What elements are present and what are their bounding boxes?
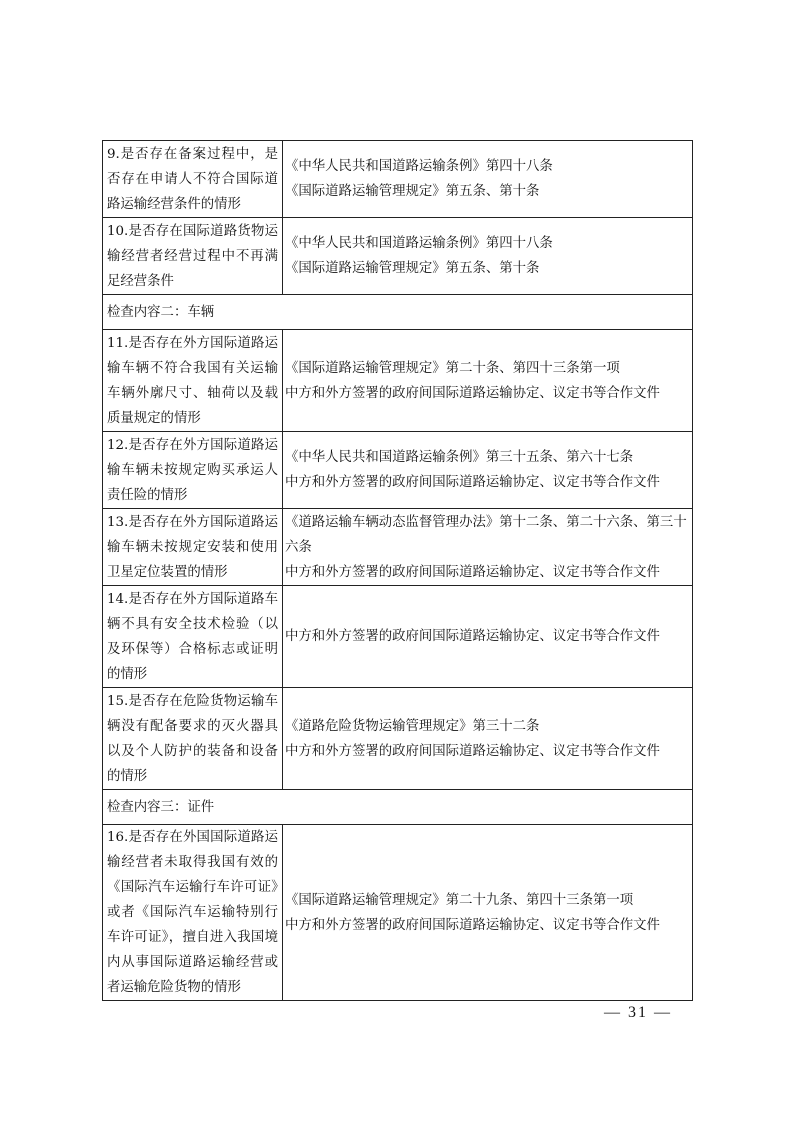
- check-item: 14.是否存在外方国际道路车辆不具有安全技术检验（以及环保等）合格标志或证明的情形: [103, 586, 283, 688]
- legal-basis: [283, 330, 693, 432]
- legal-basis: [283, 141, 693, 218]
- table-row: [103, 586, 693, 688]
- basis-line: 《中华人民共和国道路运输条例》第四十八条: [285, 236, 553, 251]
- basis-line: 《国际道路运输管理规定》第二十条、第四十三条第一项: [285, 360, 620, 376]
- table-row: [103, 688, 693, 790]
- basis-line: 中方和外方签署的政府间国际道路运输协定、议定书等合作文件: [285, 743, 660, 759]
- basis-line: 《国际道路运输管理规定》第五条、第十条: [285, 184, 540, 199]
- check-item: 11.是否存在外方国际道路运输车辆不符合我国有关运输车辆外廓尺寸、轴荷以及载质量规定的情形: [103, 330, 283, 432]
- table-row: [103, 218, 693, 295]
- basis-line: 《道路运输车辆动态监督管理办法》第十二条、第二十六条、第三十六条: [285, 514, 687, 555]
- legal-basis: [283, 218, 693, 295]
- basis-line: 中方和外方签署的政府间国际道路运输协定、议定书等合作文件: [285, 629, 660, 644]
- table-row: [103, 330, 693, 432]
- basis-line: 《国际道路运输管理规定》第二十九条、第四十三条第一项: [285, 892, 634, 908]
- table-row: [103, 509, 693, 586]
- section-row: [103, 790, 693, 825]
- section-heading: 检查内容二：车辆: [103, 295, 693, 330]
- legal-basis: [283, 586, 693, 688]
- section-row: [103, 295, 693, 330]
- legal-basis: [283, 432, 693, 509]
- table-row: [103, 141, 693, 218]
- legal-basis: [283, 688, 693, 790]
- table-row: [103, 432, 693, 509]
- check-item: 16.是否存在外国国际道路运输经营者未取得我国有效的《国际汽车运输行车许可证》或者《国际汽车运输特别行车许可证》，擅自进入我国境内从事国际道路运输经营或者运输危险货物的情形: [103, 825, 283, 1001]
- basis-line: 《国际道路运输管理规定》第五条、第十条: [285, 261, 540, 276]
- check-item: 10.是否存在国际道路货物运输经营者经营过程中不再满足经营条件: [103, 218, 283, 295]
- check-item: 13.是否存在外方国际道路运输车辆未按规定安装和使用卫星定位装置的情形: [103, 509, 283, 586]
- basis-line: 中方和外方签署的政府间国际道路运输协定、议定书等合作文件: [285, 475, 660, 490]
- check-item: 9.是否存在备案过程中，是否存在申请人不符合国际道路运输经营条件的情形: [103, 141, 283, 218]
- inspection-checklist-table: [102, 140, 693, 1001]
- check-item: 15.是否存在危险货物运输车辆没有配备要求的灭火器具以及个人防护的装备和设备的情形: [103, 688, 283, 790]
- basis-line: 中方和外方签署的政府间国际道路运输协定、议定书等合作文件: [285, 385, 660, 401]
- legal-basis: [283, 509, 693, 586]
- section-heading: 检查内容三：证件: [103, 790, 693, 825]
- basis-line: 中方和外方签署的政府间国际道路运输协定、议定书等合作文件: [285, 917, 660, 933]
- page-number: — 31 —: [604, 1004, 672, 1021]
- check-item: 12.是否存在外方国际道路运输车辆未按规定购买承运人责任险的情形: [103, 432, 283, 509]
- basis-line: 《道路危险货物运输管理规定》第三十二条: [285, 718, 540, 734]
- basis-line: 《中华人民共和国道路运输条例》第四十八条: [285, 159, 553, 174]
- legal-basis: [283, 825, 693, 1001]
- table-row: [103, 825, 693, 1001]
- basis-line: 《中华人民共和国道路运输条例》第三十五条、第六十七条: [285, 450, 634, 465]
- basis-line: 中方和外方签署的政府间国际道路运输协定、议定书等合作文件: [285, 564, 660, 580]
